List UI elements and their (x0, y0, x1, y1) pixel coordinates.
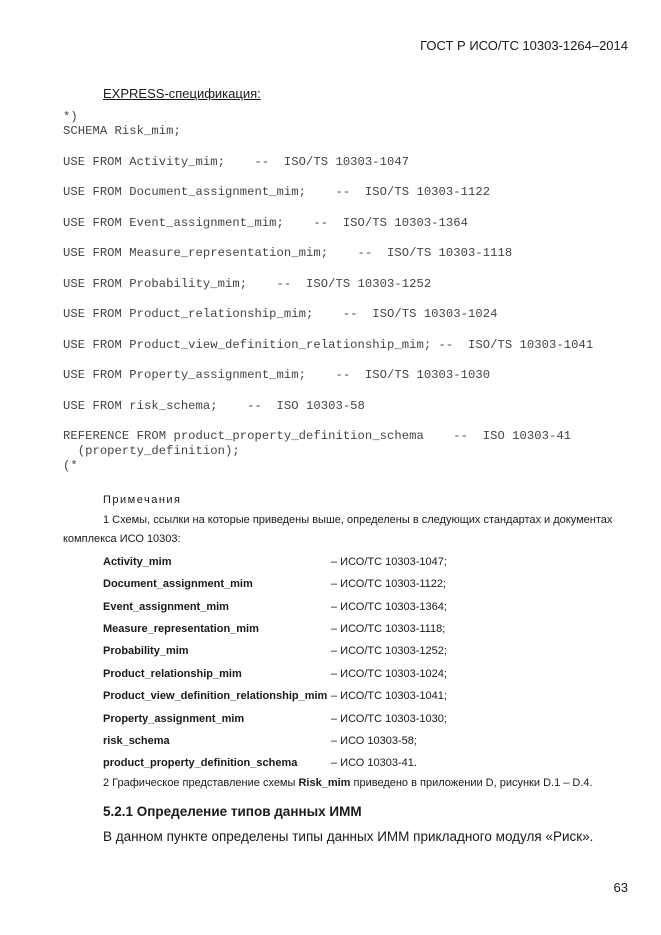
code-line: USE FROM Probability_mim; -- ISO/TS 10303-1252 (63, 277, 432, 291)
code-line: (* (63, 459, 78, 473)
code-line: USE FROM Document_assignment_mim; -- ISO/TS 10303-1122 (63, 185, 491, 199)
schema-name: Property_assignment_mim (103, 713, 245, 725)
schema-standard-ref: – ИСО/ТС 10303-1252; (331, 645, 447, 657)
code-line: USE FROM Measure_representation_mim; -- ISO/TS 10303-1118 (63, 246, 513, 260)
schema-name: Event_assignment_mim (103, 601, 229, 613)
schema-standard-ref: – ИСО/ТС 10303-1364; (331, 601, 447, 613)
schema-name: Product_view_definition_relationship_mim (103, 690, 328, 702)
schema-standard-ref: – ИСО/ТС 10303-1047; (331, 556, 447, 568)
schema-standard-ref: – ИСО 10303-58; (331, 735, 417, 747)
note-1-text: 1 Схемы, ссылки на которые приведены выше, определены в следующих стандартах и документах (103, 514, 613, 526)
document-header: ГОСТ Р ИСО/ТС 10303-1264–2014 (420, 38, 628, 53)
schema-name: Activity_mim (103, 556, 172, 568)
schema-standard-ref: – ИСО/ТС 10303-1030; (331, 713, 447, 725)
schema-standard-ref: – ИСО/ТС 10303-1118; (331, 623, 446, 635)
schema-name: Measure_representation_mim (103, 623, 259, 635)
code-line: USE FROM Property_assignment_mim; -- ISO/TS 10303-1030 (63, 368, 491, 382)
notes-title: Примечания (103, 494, 182, 506)
note-2-suffix: приведено в приложении D, рисунки D.1 – D.4. (350, 777, 593, 789)
schema-name: risk_schema (103, 735, 170, 747)
note-2-text (103, 777, 593, 789)
page-number: 63 (613, 880, 628, 895)
code-line: *) (63, 110, 78, 124)
code-line: (property_definition); (63, 444, 240, 458)
section-paragraph: В данном пункте определены типы данных ИММ прикладного модуля «Риск». (103, 829, 594, 844)
code-line: SCHEMA Risk_mim; (63, 124, 181, 138)
code-line: USE FROM Product_view_definition_relationship_mim; -- ISO/TS 10303-1041 (63, 338, 594, 352)
schema-name: Document_assignment_mim (103, 578, 253, 590)
code-line: REFERENCE FROM product_property_definition_schema -- ISO 10303-41 (63, 429, 572, 443)
section-heading: 5.2.1 Определение типов данных ИММ (103, 804, 362, 819)
schema-name: Product_relationship_mim (103, 668, 242, 680)
code-line: USE FROM Event_assignment_mim; -- ISO/TS 10303-1364 (63, 216, 469, 230)
note-2-prefix: 2 Графическое представление схемы (103, 777, 299, 789)
schema-standard-ref: – ИСО/ТС 10303-1024; (331, 668, 447, 680)
schema-name: Probability_mim (103, 645, 189, 657)
note-1-text-continued: комплекса ИСО 10303: (63, 533, 181, 545)
schema-standard-ref: – ИСО/ТС 10303-1041; (331, 690, 447, 702)
express-spec-title: EXPRESS-спецификация: (103, 86, 261, 101)
note-2-schema-name: Risk_mim (298, 777, 351, 789)
code-line: USE FROM Product_relationship_mim; -- ISO/TS 10303-1024 (63, 307, 498, 321)
code-line: USE FROM risk_schema; -- ISO 10303-58 (63, 399, 365, 413)
schema-name: product_property_definition_schema (103, 757, 298, 769)
code-line: USE FROM Activity_mim; -- ISO/TS 10303-1047 (63, 155, 410, 169)
schema-standard-ref: – ИСО 10303-41. (331, 757, 417, 769)
schema-standard-ref: – ИСО/ТС 10303-1122; (331, 578, 447, 590)
